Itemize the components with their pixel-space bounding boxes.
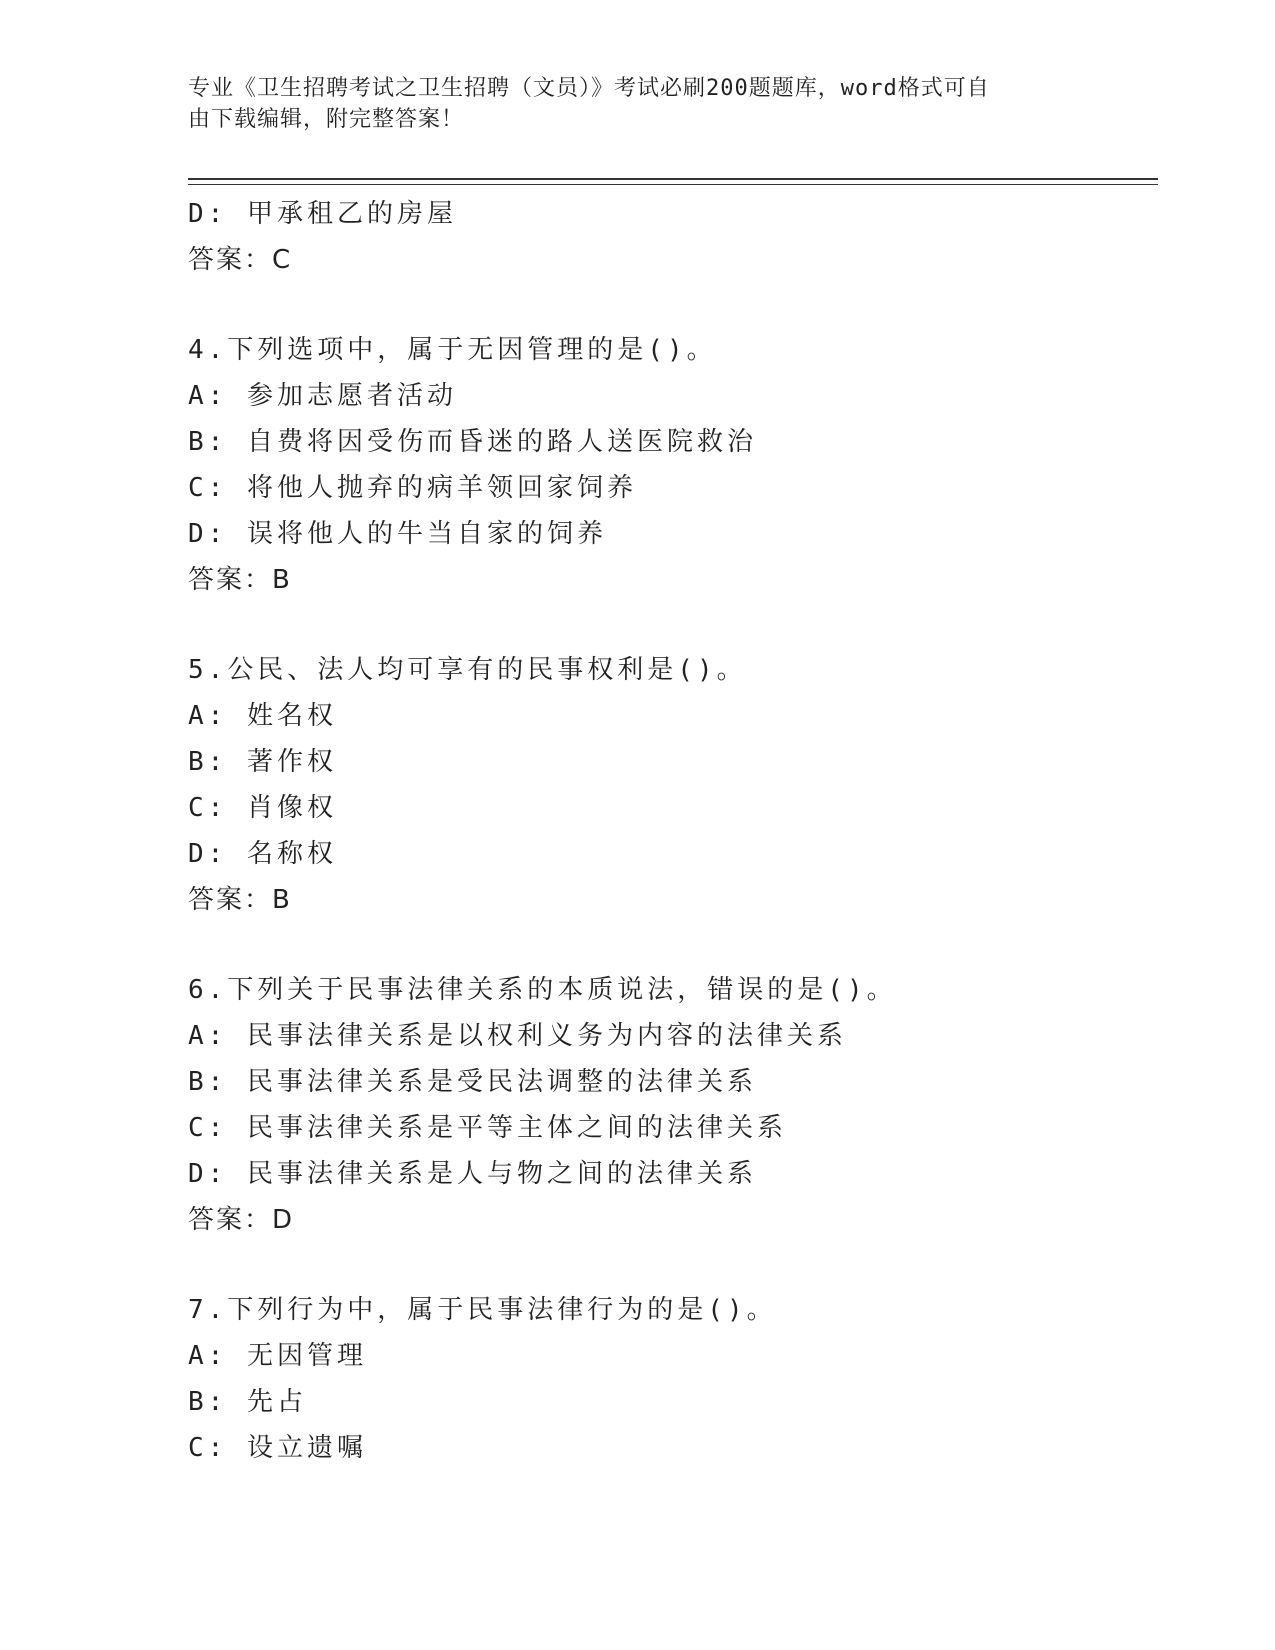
option-d: D: 民事法律关系是人与物之间的法律关系 — [188, 1159, 757, 1189]
question-stem: 6.下列关于民事法律关系的本质说法，错误的是()。 — [188, 975, 897, 1005]
option-c: C: 将他人抛弃的病羊领回家饲养 — [188, 473, 637, 503]
option-a: A: 参加志愿者活动 — [188, 381, 457, 411]
spacer — [188, 603, 1188, 647]
answer-line: 答案：D — [188, 1205, 295, 1235]
answer-line: 答案：B — [188, 565, 292, 595]
spacer — [188, 283, 1188, 327]
option-d: D: 误将他人的牛当自家的饲养 — [188, 519, 607, 549]
option-b: B: 先占 — [188, 1387, 307, 1417]
answer-line: 答案：C — [188, 245, 293, 275]
answer-line: 答案：B — [188, 885, 292, 915]
option-c: C: 设立遗嘱 — [188, 1433, 367, 1463]
header-divider-thin — [188, 184, 1158, 185]
option-c: C: 肖像权 — [188, 793, 337, 823]
option-d: D: 甲承租乙的房屋 — [188, 199, 457, 229]
option-b: B: 自费将因受伤而昏迷的路人送医院救治 — [188, 427, 757, 457]
question-block-7 — [188, 1287, 1188, 1471]
header-divider — [188, 178, 1158, 180]
option-d: D: 名称权 — [188, 839, 337, 869]
spacer — [188, 923, 1188, 967]
question-block-5 — [188, 647, 1188, 923]
question-block-4 — [188, 327, 1188, 603]
option-b: B: 著作权 — [188, 747, 337, 777]
option-b: B: 民事法律关系是受民法调整的法律关系 — [188, 1067, 757, 1097]
question-stem: 4.下列选项中，属于无因管理的是()。 — [188, 335, 717, 365]
question-content — [188, 191, 1188, 1471]
option-a: A: 民事法律关系是以权利义务为内容的法律关系 — [188, 1021, 847, 1051]
option-a: A: 无因管理 — [188, 1341, 367, 1371]
spacer — [188, 1243, 1188, 1287]
option-c: C: 民事法律关系是平等主体之间的法律关系 — [188, 1113, 787, 1143]
question-stem: 5.公民、法人均可享有的民事权利是()。 — [188, 655, 747, 685]
document-header — [188, 73, 1068, 135]
option-a: A: 姓名权 — [188, 701, 337, 731]
header-line-2: 由下载编辑，附完整答案！ — [188, 107, 465, 132]
question-block-6 — [188, 967, 1188, 1243]
question-stem: 7.下列行为中，属于民事法律行为的是()。 — [188, 1295, 777, 1325]
header-line-1: 专业《卫生招聘考试之卫生招聘（文员）》考试必刷200题题库，word格式可自 — [188, 76, 990, 101]
